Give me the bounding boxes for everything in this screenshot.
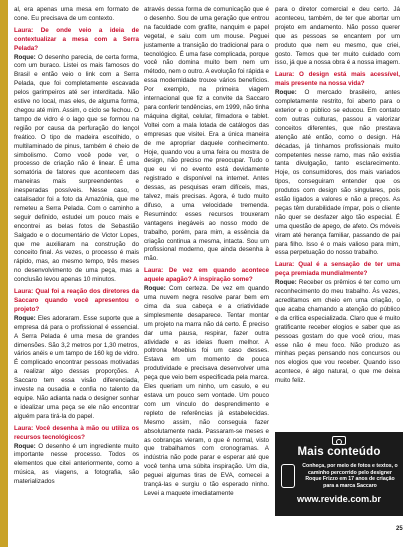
more-content-promo[interactable] (275, 432, 403, 516)
answer-text: Com certeza. De vez em quando uma nuvem negra resolve parar bem em cima da sua cabeça e a criatividade simplesmente desaparece. Tentar montar um projeto na marra não dá certo. É preciso dar uma pausa, respirar, fazer outra atividade e as ideias fluem melhor. A poltrona Moebius foi um caso desses. Estava em um momento de pouca produtividade e precisava desenvolver uma peça que veio bem especificada pela marca. Eles queriam um ninho, um casulo, e eu estava um pouco sem vontade. Um pouco com um vínculo do desprendimento e repleto de referências já estabelecidas. Mesmo assim, não conseguia fazer absolutamente nada. Passaram-se meses e as cobranças vieram, o que é normal, visto que trabalhamos com cronogramas. A indústria não pode parar e esperar até que você tenha uma súbita inspiração. Um dia, peguei algumas tiras de EVA, comecei a trançá-las e surgiu o tão esperado ninho. Levei a maquete imediatamente (144, 285, 269, 497)
answer-speaker: Roque: (144, 285, 166, 293)
camera-icon (332, 436, 346, 445)
answer-text: Receber os prêmios é ter como um reconhecimento do meu trabalho. Às vezes, acreditamos em cheio em uma criação, o que acaba chamando a atenção do público e da crítica especializada. Claro que é muito gratificante receber elogios e saber que as pessoas gostam do que você criou, mas esse não é meu foco. Não produzo as minhas peças pensando nos concursos ou nos elogios que vou receber. Quando isso acontece, é algo natural, o que me deixa muito feliz. (275, 279, 400, 385)
answer-text: Eles adoraram. Esse suporte que a empresa dá para o profissional é essencial. A Serra Pelada é uma mesa de grandes dimensões. São 3,2 metros por 1,30 metros, vários anéis e um tampo de 160 kg de vidro. É complicado encontrar pessoas motivadas a realizar algo dessas proporções. A Saccaro tem essa visão diferenciada, investe na ousadia e confia no talento da equipe. Não adianta nada o designer sonhar e idealizar uma peça se ele não encontrar alguém para tirá-la do papel. (14, 314, 139, 420)
paragraph: al, era apenas uma mesa em formato de cone. Eu precisava de um contexto. (14, 6, 139, 22)
smartphone-icon (281, 464, 295, 488)
interview-answer (14, 443, 139, 488)
text-column-3 (275, 6, 400, 386)
interview-answer (275, 89, 400, 258)
answer-speaker: Roque: (275, 89, 297, 97)
interview-answer (14, 315, 139, 422)
promo-description: Conheça, por meio de fotos e textos, o caminho percorrido pelo designer Roque Frizzo em 17 anos de criação para a marca Saccaro (302, 463, 398, 489)
interview-answer (275, 279, 400, 386)
text-column-1 (14, 6, 139, 487)
interview-question: Laura: De vez em quando acontece aquele apagão? A inspiração some? (144, 267, 269, 284)
answer-text: O desenho parecia, de certa forma, com um buraco. Listei os mais famosos do Brasil e então veio o link com a Serra Pelada, que foi completamente escavada pelos garimpeiros até ser interditada. Não estive no local, mas eles, de alguma forma, chegou até mim. Assim, o ciclo se fechou. O tampo de vidro é o lago que se formou na região por causa da perfuração do lençol freático. O tipo de madeira escolhido, o multilaminado de pinus, também é cheio de simbolismo. Como você pode ver, o processo de criação não é linear. É uma somatória de fatores que acontecem das maneiras mais surpreendentes e inesperadas possíveis. Nesse caso, o catalisador foi a foto da Amazônia, que me remeteu a Serra Pelada. Com o caminho a seguir definido, estudei um pouco mais e encontrei as belas fotos de Sebastião Salgado e o documentário de Victor Lopes, que me auxiliaram na construção do conceito final. As vezes, o processo é mais rápido, mas, ao mesmo tempo, três meses no desenvolvimento de uma peça, mas a conclusão levou apenas 10 minutos. (14, 53, 139, 284)
answer-speaker: Roque: (14, 314, 36, 322)
answer-speaker: Roque: (14, 442, 36, 450)
interview-question: Laura: Qual foi a reação dos diretores da Saccaro quando você apresentou o projeto? (14, 288, 139, 313)
interview-answer (14, 54, 139, 286)
interview-question: Laura: De onde veio a ideia de contextualizar a mesa com a Serra Pelada? (14, 26, 139, 52)
answer-speaker: Roque: (14, 53, 36, 61)
interview-question: Laura: Qual é a sensação de ter uma peça premiada mundialmente? (275, 261, 400, 278)
page-number: 25 (396, 526, 403, 532)
text-column-2 (144, 6, 269, 499)
interview-question: Laura: Você desenha à mão ou utiliza os recursos tecnológicos? (14, 424, 139, 441)
answer-text: O desenho é um ingrediente muito importante nesse processo. Todos os elementos que citei anteriormente, como a música, as viagens, a fotografia, são materializados (14, 442, 139, 486)
answer-text: O mercado brasileiro, antes completamente restrito, foi aberto para o exterior e o público se educou. Em contato com outras culturas, passou a valorizar conceitos diferentes, que não prestava atenção até então, como o design. Há décadas, já tínhamos profissionais muito competentes nesse ramo, mas não existia tanta divulgação, tanto esclarecimento. Hoje, os consumidores, dos mais variados tipos, conseguiram entender que os produtos com design são singulares, pois estão ligados a valores e não a preços. As peças têm durabilidade ímpar, pois o cliente não quer se desfazer algo tão especial. É uma questão de apego, de afeto. Os móveis viram até herança familiar, passando de pai para filho. Isso é o mais valioso para mim, essa perpetuação do nosso trabalho. (275, 89, 400, 257)
promo-title: Mais conteúdo (297, 446, 381, 458)
paragraph: para o diretor comercial e deu certo. Já aconteceu, também, de ter que abortar um projeto em andamento. Não posso querer que as pessoas se encantem por um produto que nem eu mesmo, que criei, gosto. Temos que ter muito cuidado com isso, já que a nossa obra é a nossa imagem. (275, 6, 400, 67)
promo-url-link[interactable]: www.revide.com.br (297, 494, 381, 504)
page-edge-stripe (0, 0, 8, 547)
interview-answer (144, 285, 269, 499)
paragraph: através dessa forma de comunicação que é o desenho. Sou de uma geração que entrou na faculdade com grafite, nanquim e papel vegetal, e saiu com um mouse. Peguei justamente a transição do tradicional para o tecnológico. É uma fase complicada, porque você não domina muito bem nem um método, nem o outro. A evolução foi rápida e essa modernidade trouxe vários benefícios. Por exemplo, na primeira viagem internacional que fiz a convite da Saccaro para conferir tendências, em 1999, não tinha máquina digital, celular, filmadora e tablet. Voltei com a mala lotada de catálogos das empresas que visitei. Era a única maneira de me apropriar daquele conhecimento. Hoje, quando vou a uma feira ou mostra de design, não preciso me preocupar. Tudo o que eu vi no evento está devidamente registrado e disponível na internet. Antes dessas, as pesquisas eram difíceis, mas, talvez, mais precisas. Agora, é tudo muito difuso, a uma velocidade tremenda. Resumindo: esses recursos trouxeram vantagens inegáveis ao nosso modo de trabalho, porém, para mim, a essência da criação continua a mesma, intacta. Sou um profissional moderno, que ainda desenha à mão. (144, 6, 269, 263)
interview-question: Laura: O design está mais acessível, mais presente na nossa vida? (275, 71, 400, 88)
answer-speaker: Roque: (275, 279, 297, 287)
